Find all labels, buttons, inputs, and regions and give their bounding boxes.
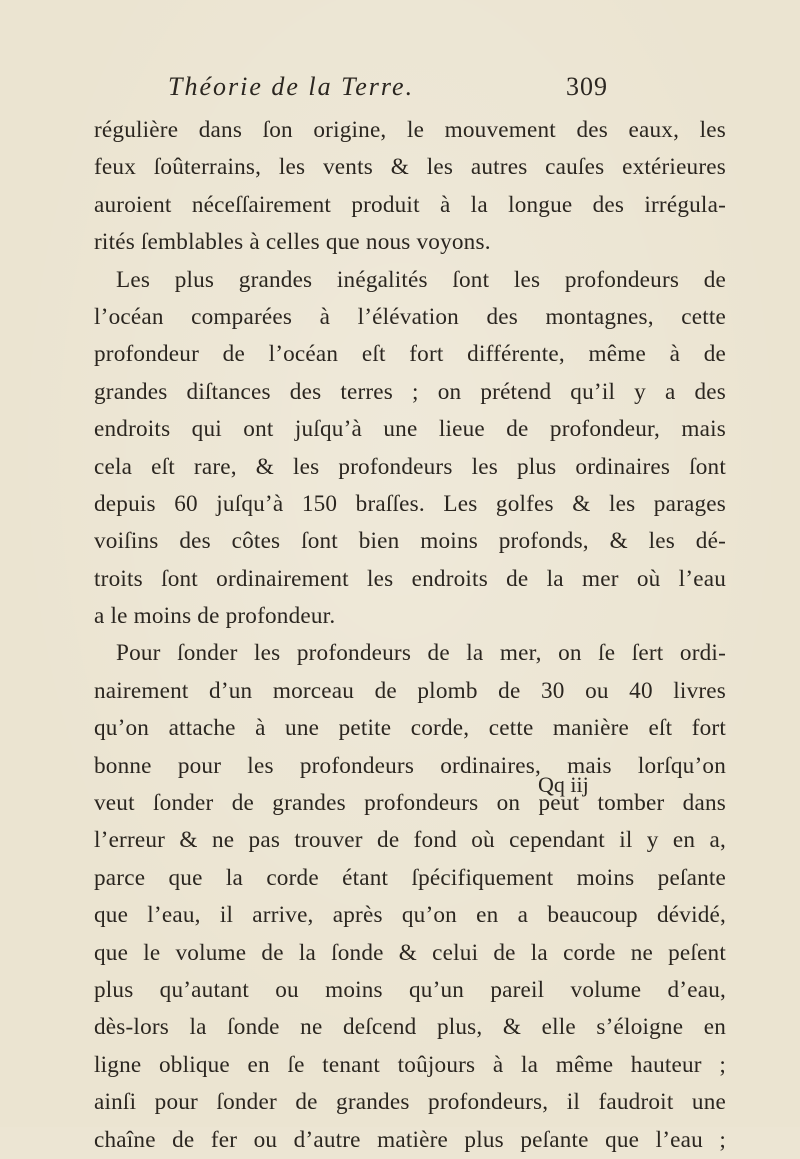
- text-line: troits ſont ordinairement les endroits de la mer où l’eau: [94, 565, 726, 592]
- text-line: ligne oblique en ſe tenant toûjours à la même hauteur ;: [94, 1051, 726, 1078]
- text-line: l’océan comparées à l’élévation des montagnes, cette: [94, 303, 726, 330]
- text-line: voiſins des côtes ſont bien moins profonds, & les dé-: [94, 528, 726, 555]
- text-line: veut ſonder de grandes profondeurs on peut tomber dans: [94, 790, 726, 817]
- text-line: Pour ſonder les profondeurs de la mer, on ſe ſert ordi-: [116, 640, 726, 667]
- text-line: grandes diſtances des terres ; on prétend qu’il y a des: [94, 378, 726, 405]
- text-line: plus qu’autant ou moins qu’un pareil volume d’eau,: [94, 976, 726, 1003]
- text-line: bonne pour les profondeurs ordinaires, mais lorſqu’on: [94, 752, 726, 779]
- text-line: rités ſemblables à celles que nous voyons.: [94, 229, 491, 256]
- text-line: qu’on attache à une petite corde, cette manière eſt fort: [94, 715, 726, 742]
- text-line: parce que la corde étant ſpécifiquement moins peſante: [94, 864, 726, 891]
- text-line: auroient néceſſairement produit à la longue des irrégula-: [94, 191, 726, 218]
- text-line: chaîne de fer ou d’autre matière plus peſante que l’eau ;: [94, 1126, 726, 1153]
- text-line: a le moins de profondeur.: [94, 603, 336, 630]
- text-line: l’erreur & ne pas trouver de fond où cependant il y en a,: [94, 827, 726, 854]
- page-header: [168, 72, 608, 108]
- signature-mark: Qq iij: [538, 772, 589, 797]
- text-line: profondeur de l’océan eſt fort différente, même à de: [94, 341, 726, 368]
- running-title: Théorie de la Terre.: [168, 72, 415, 101]
- page-number: 309: [566, 72, 608, 101]
- text-line: endroits qui ont juſqu’à une lieue de profondeur, mais: [94, 416, 726, 443]
- text-line: cela eſt rare, & les profondeurs les plus ordinaires ſont: [94, 453, 726, 480]
- text-line: ainſi pour ſonder de grandes profondeurs, il faudroit une: [94, 1089, 726, 1116]
- text-line: dès-lors la ſonde ne deſcend plus, & elle s’éloigne en: [94, 1014, 726, 1041]
- text-line: feux ſoûterrains, les vents & les autres cauſes extérieures: [94, 154, 726, 181]
- body-text: [94, 112, 726, 1159]
- text-line: depuis 60 juſqu’à 150 braſſes. Les golfes & les parages: [94, 490, 726, 517]
- text-line: que l’eau, il arrive, après qu’on en a beaucoup dévidé,: [94, 902, 726, 929]
- text-line: Les plus grandes inégalités ſont les profondeurs de: [116, 266, 726, 293]
- text-line: régulière dans ſon origine, le mouvement des eaux, les: [94, 117, 726, 143]
- text-line: que le volume de la ſonde & celui de la corde ne peſent: [94, 939, 726, 966]
- text-line: nairement d’un morceau de plomb de 30 ou 40 livres: [94, 677, 726, 704]
